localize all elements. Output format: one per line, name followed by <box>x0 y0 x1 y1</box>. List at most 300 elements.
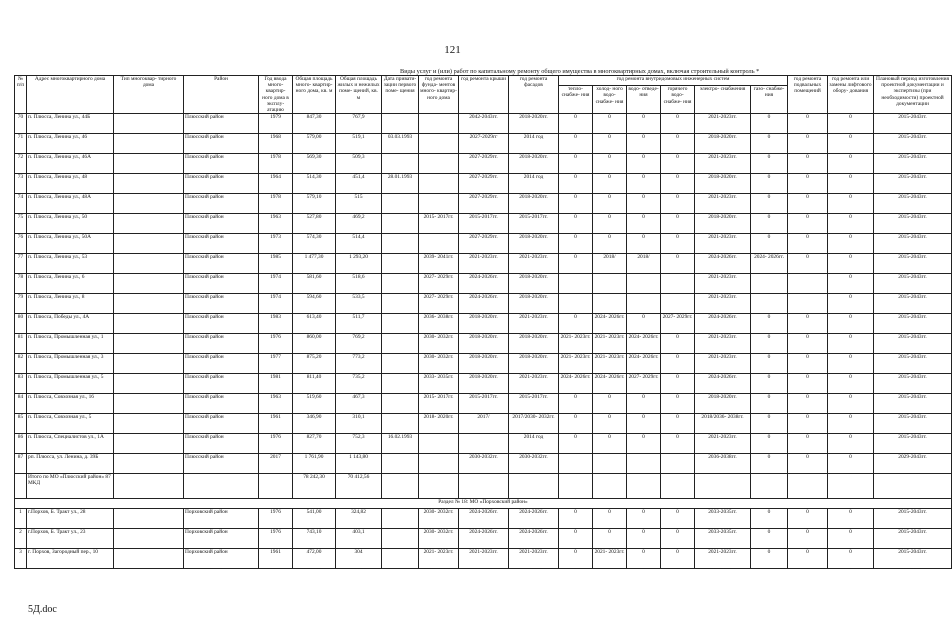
total-empty-cell <box>874 474 952 499</box>
cell-roof: 2018-2020гг. <box>459 334 509 354</box>
total-empty-cell <box>459 474 509 499</box>
page-number: 121 <box>444 44 461 56</box>
cell-priv <box>382 274 419 294</box>
cell-sewer: 2024- 2026гг. <box>627 334 661 354</box>
cell-elec: 2024-2026гг. <box>695 314 751 334</box>
section-row <box>15 499 952 509</box>
cell-gas: 0 <box>751 214 788 234</box>
cell-base: 0 <box>788 454 828 474</box>
cell-elec: 2036-2038гг. <box>695 454 751 474</box>
cell-addr: п. Плюсса, Ленина ул., 46А <box>27 154 114 174</box>
cell-lift: 0 <box>828 414 874 434</box>
cell-area: 514,30 <box>293 174 336 194</box>
cell-cold <box>593 454 627 474</box>
table-row <box>15 509 952 529</box>
cell-found: 2039- 2041гг. <box>419 254 459 274</box>
cell-roof: 2027-2029гг. <box>459 234 509 254</box>
cell-found: 2030- 2032гг. <box>419 354 459 374</box>
cell-cold: 2021- 2023гг. <box>593 354 627 374</box>
cell-plan: 2015-2043гг. <box>874 509 952 529</box>
table-row <box>15 174 952 194</box>
cell-cold: 2024- 2026гг. <box>593 374 627 394</box>
total-empty-cell <box>593 474 627 499</box>
cell-heat: 0 <box>559 314 593 334</box>
cell-type <box>114 174 184 194</box>
cell-district: Плюсский район <box>184 234 259 254</box>
cell-hot: 0 <box>661 214 695 234</box>
cell-plan: 2015-2043гг. <box>874 214 952 234</box>
cell-area: 613,40 <box>293 314 336 334</box>
cell-addr: г.Порхов, Б. Тракт ул., 28 <box>27 509 114 529</box>
cell-base: 0 <box>788 154 828 174</box>
cell-area: 594,60 <box>293 294 336 314</box>
cell-plan: 2015-2043гг. <box>874 174 952 194</box>
cell-heat: 0 <box>559 394 593 414</box>
cell-living: 469,2 <box>336 214 382 234</box>
cell-heat <box>559 274 593 294</box>
cell-facade: 2018-2020гг. <box>509 294 559 314</box>
cell-addr: п. Плюсса, Ленина ул., 6 <box>27 274 114 294</box>
cell-lift: 0 <box>828 134 874 154</box>
cell-area: 519,60 <box>293 394 336 414</box>
cell-plan: 2015-2043гг. <box>874 529 952 549</box>
cell-year: 1979 <box>259 114 293 134</box>
cell-no: 71 <box>15 134 27 154</box>
cell-hot: 0 <box>661 354 695 374</box>
cell-base: 0 <box>788 549 828 569</box>
cell-area: 527,80 <box>293 214 336 234</box>
cell-living: 752,3 <box>336 434 382 454</box>
cell-facade: 2021-2023гг. <box>509 254 559 274</box>
cell-lift: 0 <box>828 154 874 174</box>
header-type: Тип многоквар- тирного дома <box>114 76 184 114</box>
header-foundation: год ремонта фунда- ментов много- квартир- ного дома <box>419 76 459 114</box>
cell-year: 1976 <box>259 529 293 549</box>
header-hot-water: горячего водо- снабже- ния <box>661 86 695 114</box>
cell-priv <box>382 254 419 274</box>
cell-base: 0 <box>788 254 828 274</box>
cell-found: 2030- 2032гг. <box>419 334 459 354</box>
cell-area: 847,30 <box>293 114 336 134</box>
cell-found: 2036- 2038гг. <box>419 314 459 334</box>
cell-living: 310,1 <box>336 414 382 434</box>
cell-elec: 2033-2035гг. <box>695 509 751 529</box>
cell-lift: 0 <box>828 314 874 334</box>
cell-found: 2027- 2029гг. <box>419 294 459 314</box>
cell-no: 81 <box>15 334 27 354</box>
cell-year: 1968 <box>259 134 293 154</box>
cell-heat: 0 <box>559 134 593 154</box>
cell-roof: 2015-2017гг. <box>459 214 509 234</box>
cell-no: 75 <box>15 214 27 234</box>
total-empty-cell <box>828 474 874 499</box>
total-living-area: 70 412,56 <box>336 474 382 499</box>
header-electric: электро- снабжения <box>695 86 751 114</box>
cell-found <box>419 434 459 454</box>
cell-addr: п. Плюсса, Ленина ул., 46 <box>27 134 114 154</box>
cell-lift: 0 <box>828 274 874 294</box>
header-planned: Плановый период изготовления проектной документации и экспертизы (при необходимости) проектной документации <box>874 76 952 114</box>
cell-lift: 0 <box>828 234 874 254</box>
cell-base: 0 <box>788 509 828 529</box>
cell-roof: 2017/ <box>459 414 509 434</box>
cell-type <box>114 114 184 134</box>
total-empty-cell <box>627 474 661 499</box>
cell-facade: 2015-2017гг. <box>509 214 559 234</box>
cell-base: 0 <box>788 354 828 374</box>
cell-roof: 2018-2020гг. <box>459 354 509 374</box>
cell-base: 0 <box>788 234 828 254</box>
cell-type <box>114 434 184 454</box>
cell-plan: 2015-2043гг. <box>874 114 952 134</box>
total-empty-cell <box>509 474 559 499</box>
cell-living: 1 143,80 <box>336 454 382 474</box>
cell-living: 515 <box>336 194 382 214</box>
cell-cold: 0 <box>593 434 627 454</box>
cell-type <box>114 394 184 414</box>
cell-gas: 0 <box>751 374 788 394</box>
cell-sewer: 2018/ <box>627 254 661 274</box>
table-caption: Виды услуг и (или) работ по капитальному ремонту общего имущества в многоквартирных домах, включая строительный контроль * <box>400 68 760 75</box>
cell-type <box>114 154 184 174</box>
cell-district: Плюсский район <box>184 434 259 454</box>
cell-living: 769,2 <box>336 334 382 354</box>
cell-district: Плюсский район <box>184 274 259 294</box>
cell-priv <box>382 294 419 314</box>
cell-heat: 2021- 2023гг. <box>559 354 593 374</box>
cell-year: 1976 <box>259 334 293 354</box>
cell-type <box>114 529 184 549</box>
cell-facade: 2018-2020гг. <box>509 154 559 174</box>
cell-type <box>114 294 184 314</box>
cell-lift: 0 <box>828 509 874 529</box>
cell-plan: 2015-2043гг. <box>874 374 952 394</box>
cell-area: 875,20 <box>293 354 336 374</box>
cell-plan: 2015-2043гг. <box>874 234 952 254</box>
cell-sewer: 0 <box>627 134 661 154</box>
cell-district: Плюсский район <box>184 454 259 474</box>
cell-area: 743,10 <box>293 529 336 549</box>
cell-plan: 2029-2043гг. <box>874 454 952 474</box>
cell-priv <box>382 454 419 474</box>
cell-plan: 2015-2043гг. <box>874 294 952 314</box>
cell-living: 767,9 <box>336 114 382 134</box>
cell-roof: 2027-2029гг. <box>459 154 509 174</box>
header-facade: год ремонта фасадов <box>509 76 559 114</box>
cell-hot: 0 <box>661 529 695 549</box>
cell-area: 811,40 <box>293 374 336 394</box>
table-row <box>15 354 952 374</box>
cell-addr: п. Плюсса, Ленина ул., 48А <box>27 194 114 214</box>
cell-priv <box>382 194 419 214</box>
cell-hot: 0 <box>661 234 695 254</box>
cell-addr: п. Плюсса, Промышленная ул., 5 <box>27 374 114 394</box>
cell-plan: 2015-2043гг. <box>874 154 952 174</box>
cell-heat: 0 <box>559 194 593 214</box>
cell-priv <box>382 314 419 334</box>
cell-hot: 0 <box>661 434 695 454</box>
cell-found: 2015- 2017гг. <box>419 214 459 234</box>
cell-base: 0 <box>788 314 828 334</box>
cell-living: 518,6 <box>336 274 382 294</box>
header-privatization: Дата привати- зации первого поме- щения <box>382 76 419 114</box>
header-district: Район <box>184 76 259 114</box>
cell-gas: 0 <box>751 114 788 134</box>
cell-district: Плюсский район <box>184 214 259 234</box>
cell-roof: 2024-2026гг. <box>459 529 509 549</box>
cell-elec: 2018-2020гг. <box>695 394 751 414</box>
cell-found <box>419 154 459 174</box>
cell-area: 574,30 <box>293 234 336 254</box>
table-row <box>15 529 952 549</box>
header-total-area: Общая площадь много- квартир- ного дома, кв. м <box>293 76 336 114</box>
cell-priv <box>382 234 419 254</box>
cell-facade: 2018-2020гг. <box>509 194 559 214</box>
cell-plan: 2015-2043гг. <box>874 434 952 454</box>
cell-cold: 0 <box>593 134 627 154</box>
cell-lift: 0 <box>828 174 874 194</box>
cell-year: 1963 <box>259 394 293 414</box>
cell-elec: 2024-2026гг. <box>695 374 751 394</box>
cell-plan: 2015-2043гг. <box>874 134 952 154</box>
cell-gas: 0 <box>751 549 788 569</box>
cell-lift: 0 <box>828 294 874 314</box>
cell-facade: 2024-2026гг. <box>509 509 559 529</box>
cell-district: Плюсский район <box>184 194 259 214</box>
cell-elec: 2018-2020гг. <box>695 134 751 154</box>
cell-heat: 0 <box>559 529 593 549</box>
cell-gas: 0 <box>751 234 788 254</box>
cell-gas: 0 <box>751 334 788 354</box>
cell-roof: 2027-2029гг <box>459 134 509 154</box>
cell-sewer: 0 <box>627 174 661 194</box>
cell-district: Плюсский район <box>184 354 259 374</box>
cell-district: Плюсский район <box>184 414 259 434</box>
total-empty-cell <box>382 474 419 499</box>
cell-elec: 2021-2023гг. <box>695 434 751 454</box>
cell-district: Плюсский район <box>184 254 259 274</box>
cell-priv <box>382 334 419 354</box>
cell-area: 827,70 <box>293 434 336 454</box>
cell-base: 0 <box>788 334 828 354</box>
cell-roof: 2018-2020гг. <box>459 374 509 394</box>
total-empty-cell <box>559 474 593 499</box>
table-row <box>15 549 952 569</box>
cell-living: 533,5 <box>336 294 382 314</box>
cell-elec: 2033-2035гг. <box>695 529 751 549</box>
table-row <box>15 434 952 454</box>
table-row <box>15 154 952 174</box>
cell-district: Плюсский район <box>184 374 259 394</box>
cell-facade: 2021-2023гг. <box>509 314 559 334</box>
cell-roof: 2018-2020гг. <box>459 314 509 334</box>
table-row <box>15 274 952 294</box>
cell-hot: 0 <box>661 414 695 434</box>
cell-cold: 0 <box>593 214 627 234</box>
table-row <box>15 414 952 434</box>
cell-area: 579,00 <box>293 134 336 154</box>
cell-elec: 2021-2023гг. <box>695 194 751 214</box>
cell-area: 1 761,90 <box>293 454 336 474</box>
cell-heat: 0 <box>559 549 593 569</box>
cell-district: Плюсский район <box>184 314 259 334</box>
cell-plan: 2015-2043гг. <box>874 314 952 334</box>
cell-heat: 2024- 2026гг. <box>559 374 593 394</box>
cell-elec: 2024-2026гг. <box>695 254 751 274</box>
header-basement: год ремонта подвальных помещений <box>788 76 828 114</box>
table-row <box>15 314 952 334</box>
cell-district: Плюсский район <box>184 134 259 154</box>
cell-heat: 2021- 2023гг. <box>559 334 593 354</box>
cell-gas: 0 <box>751 134 788 154</box>
cell-cold: 0 <box>593 234 627 254</box>
cell-no: 2 <box>15 529 27 549</box>
total-empty-cell <box>788 474 828 499</box>
cell-elec: 2018-2020гг. <box>695 214 751 234</box>
cell-lift: 0 <box>828 194 874 214</box>
cell-living: 773,2 <box>336 354 382 374</box>
cell-gas: 0 <box>751 529 788 549</box>
cell-priv: 16.02.1993 <box>382 434 419 454</box>
cell-year: 1964 <box>259 174 293 194</box>
cell-type <box>114 134 184 154</box>
cell-priv <box>382 354 419 374</box>
cell-heat <box>559 294 593 314</box>
cell-living: 1 293,20 <box>336 254 382 274</box>
cell-gas: 0 <box>751 194 788 214</box>
cell-plan: 2015-2043гг. <box>874 549 952 569</box>
cell-addr: п. Плюсса, Совхозная ул., 5 <box>27 414 114 434</box>
cell-sewer: 0 <box>627 509 661 529</box>
cell-living: 509,3 <box>336 154 382 174</box>
cell-sewer: 0 <box>627 154 661 174</box>
cell-year: 1976 <box>259 434 293 454</box>
cell-addr: п. Плюсса, Ленина ул., 50 <box>27 214 114 234</box>
cell-cold: 0 <box>593 509 627 529</box>
cell-living: 467,3 <box>336 394 382 414</box>
cell-no: 78 <box>15 274 27 294</box>
total-empty-cell <box>661 474 695 499</box>
cell-priv <box>382 374 419 394</box>
total-row <box>15 474 952 499</box>
cell-elec: 2021-2023гг. <box>695 274 751 294</box>
cell-heat: 0 <box>559 509 593 529</box>
cell-roof: 2024-2026гг. <box>459 274 509 294</box>
cell-heat: 0 <box>559 214 593 234</box>
table-row <box>15 394 952 414</box>
cell-facade: 2014 год <box>509 134 559 154</box>
header-cold-water: холод- ного водо- снабже- ния <box>593 86 627 114</box>
cell-hot: 0 <box>661 549 695 569</box>
header-heating: тепло- снабже- ния <box>559 86 593 114</box>
cell-no: 3 <box>15 549 27 569</box>
cell-gas: 0 <box>751 394 788 414</box>
cell-heat: 0 <box>559 434 593 454</box>
cell-gas: 2024- 2026гг. <box>751 254 788 274</box>
cell-sewer: 2027- 2029гг. <box>627 374 661 394</box>
table-row <box>15 114 952 134</box>
cell-area: 541,00 <box>293 509 336 529</box>
cell-year: 1961 <box>259 549 293 569</box>
cell-year: 1974 <box>259 294 293 314</box>
cell-living: 324,82 <box>336 509 382 529</box>
cell-type <box>114 334 184 354</box>
cell-found: 2015- 2017гг. <box>419 394 459 414</box>
cell-no: 82 <box>15 354 27 374</box>
cell-found <box>419 174 459 194</box>
cell-gas <box>751 274 788 294</box>
cell-cold: 0 <box>593 529 627 549</box>
cell-no: 86 <box>15 434 27 454</box>
cell-living: 403,1 <box>336 529 382 549</box>
cell-elec: 2021-2023гг. <box>695 154 751 174</box>
cell-found: 2021- 2023гг. <box>419 549 459 569</box>
cell-sewer: 2024- 2026гг. <box>627 354 661 374</box>
cell-sewer: 0 <box>627 529 661 549</box>
total-empty-cell <box>184 474 259 499</box>
cell-no: 76 <box>15 234 27 254</box>
cell-type <box>114 274 184 294</box>
header-living-area: Общая площадь жилых и нежилых поме- щений, кв. м <box>336 76 382 114</box>
cell-addr: п. Плюсса, Победы ул., 4А <box>27 314 114 334</box>
cell-gas: 0 <box>751 454 788 474</box>
cell-sewer: 0 <box>627 194 661 214</box>
cell-facade: 2014 год <box>509 174 559 194</box>
cell-base: 0 <box>788 529 828 549</box>
cell-living: 514,4 <box>336 234 382 254</box>
cell-lift: 0 <box>828 454 874 474</box>
cell-hot: 0 <box>661 134 695 154</box>
cell-roof: 2027-2029гг. <box>459 194 509 214</box>
header-gas: газо- снабже- ния <box>751 86 788 114</box>
total-label: Итого по МО «Плюсский район» 87 МКД <box>27 474 114 499</box>
cell-base: 0 <box>788 394 828 414</box>
cell-no: 84 <box>15 394 27 414</box>
cell-elec: 2018-2020гг. <box>695 174 751 194</box>
cell-living: 519,1 <box>336 134 382 154</box>
cell-plan: 2015-2043гг. <box>874 354 952 374</box>
cell-type <box>114 509 184 529</box>
cell-district: Плюсский район <box>184 114 259 134</box>
cell-plan: 2015-2043гг. <box>874 254 952 274</box>
cell-addr: рп. Плюсса, ул. Ленина, д. 39Б <box>27 454 114 474</box>
cell-area: 346,90 <box>293 414 336 434</box>
cell-priv <box>382 214 419 234</box>
cell-no: 79 <box>15 294 27 314</box>
section-title: Раздел № 18: МО «Порховский район» <box>15 499 952 509</box>
cell-priv <box>382 529 419 549</box>
cell-base <box>788 294 828 314</box>
cell-no: 70 <box>15 114 27 134</box>
cell-lift: 0 <box>828 434 874 454</box>
cell-addr: п. Плюсса, Ленина ул., 44Б <box>27 114 114 134</box>
cell-type <box>114 194 184 214</box>
cell-year: 1978 <box>259 154 293 174</box>
cell-facade: 2014 год <box>509 434 559 454</box>
header-no: № п/п <box>15 76 27 114</box>
cell-addr: г. Порхов, Загородный пер., 10 <box>27 549 114 569</box>
cell-heat: 0 <box>559 154 593 174</box>
cell-base <box>788 274 828 294</box>
cell-cold: 0 <box>593 194 627 214</box>
cell-facade: 2024-2026гг. <box>509 529 559 549</box>
cell-type <box>114 549 184 569</box>
total-empty-cell <box>259 474 293 499</box>
cell-living: 735,2 <box>336 374 382 394</box>
cell-hot: 0 <box>661 194 695 214</box>
header-roof: год ремонта крыши <box>459 76 509 114</box>
cell-cold: 0 <box>593 114 627 134</box>
